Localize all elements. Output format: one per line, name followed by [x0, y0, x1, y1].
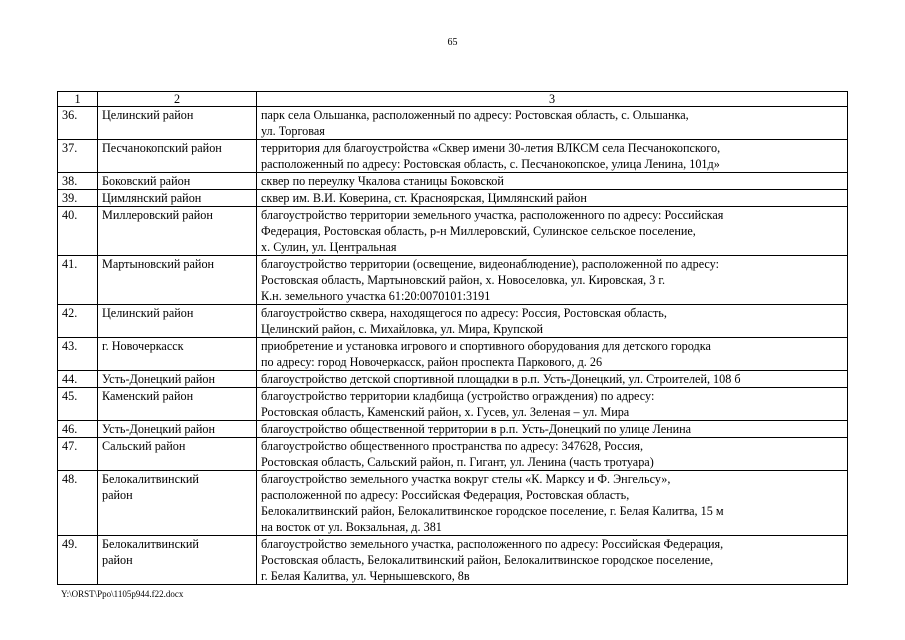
description-cell: [257, 107, 848, 140]
table-row: [58, 338, 848, 371]
table-row: [58, 107, 848, 140]
description-line: благоустройство земельного участка, расположенного по адресу: Российская Федерация,: [261, 537, 724, 551]
district-cell: [98, 190, 257, 207]
description-line: К.н. земельного участка 61:20:0070101:3191: [261, 289, 491, 303]
header-col-1: 1: [58, 92, 98, 107]
table-row: [58, 305, 848, 338]
district-line: Усть-Донецкий район: [102, 372, 216, 386]
description-line: ул. Торговая: [261, 124, 325, 138]
description-line: Ростовская область, Каменский район, х. Гусев, ул. Зеленая – ул. Мира: [261, 405, 630, 419]
row-number: 41.: [58, 256, 98, 305]
district-line: Белокалитвинский: [102, 472, 199, 486]
description-line: расположенный по адресу: Ростовская область, с. Песчанокопское, улица Ленина, 101д»: [261, 157, 720, 171]
table-row: [58, 536, 848, 585]
description-line: Ростовская область, Белокалитвинский район, Белокалитвинское городское поселение,: [261, 553, 714, 567]
description-cell: [257, 536, 848, 585]
description-cell: [257, 140, 848, 173]
description-line: сквер им. В.И. Коверина, ст. Красноярская, Цимлянский район: [261, 191, 587, 205]
table-row: [58, 140, 848, 173]
table-row: [58, 173, 848, 190]
row-number: 44.: [58, 371, 98, 388]
description-cell: [257, 207, 848, 256]
district-cell: [98, 471, 257, 536]
district-line: Песчанокопский район: [102, 141, 222, 155]
district-cell: [98, 371, 257, 388]
table-row: [58, 207, 848, 256]
district-line: Миллеровский район: [102, 208, 213, 222]
district-cell: [98, 207, 257, 256]
description-cell: [257, 388, 848, 421]
table-row: [58, 421, 848, 438]
table-row: [58, 388, 848, 421]
description-line: Белокалитвинский район, Белокалитвинское городское поселение, г. Белая Калитва, 15 м: [261, 504, 724, 518]
description-line: благоустройство земельного участка вокруг стелы «К. Марксу и Ф. Энгельсу»,: [261, 472, 671, 486]
description-line: благоустройство детской спортивной площадки в р.п. Усть-Донецкий, ул. Строителей, 108 б: [261, 372, 741, 386]
description-line: Ростовская область, Сальский район, п. Гигант, ул. Ленина (часть тротуара): [261, 455, 654, 469]
description-line: благоустройство общественной территории в р.п. Усть-Донецкий по улице Ленина: [261, 422, 692, 436]
description-cell: [257, 256, 848, 305]
description-line: х. Сулин, ул. Центральная: [261, 240, 397, 254]
district-cell: [98, 536, 257, 585]
district-line: Мартыновский район: [102, 257, 215, 271]
description-line: территория для благоустройства «Сквер имени 30-летия ВЛКСМ села Песчанокопского,: [261, 141, 721, 155]
page-number: 65: [447, 37, 458, 48]
table-row: [58, 256, 848, 305]
row-number: 47.: [58, 438, 98, 471]
row-number: 38.: [58, 173, 98, 190]
district-line: Усть-Донецкий район: [102, 422, 216, 436]
district-line: Белокалитвинский: [102, 537, 199, 551]
description-cell: [257, 471, 848, 536]
description-line: благоустройство сквера, находящегося по адресу: Россия, Ростовская область,: [261, 306, 667, 320]
district-line: Целинский район: [102, 108, 194, 122]
description-line: благоустройство территории (освещение, видеонаблюдение), расположенной по адресу:: [261, 257, 719, 271]
description-line: на восток от ул. Вокзальная, д. 381: [261, 520, 442, 534]
district-cell: [98, 107, 257, 140]
description-line: расположенной по адресу: Российская Федерация, Ростовская область,: [261, 488, 630, 502]
row-number: 36.: [58, 107, 98, 140]
table-header-row: [58, 92, 848, 107]
district-line: Каменский район: [102, 389, 194, 403]
description-line: благоустройство общественного пространства по адресу: 347628, Россия,: [261, 439, 644, 453]
description-line: по адресу: город Новочеркасск, район проспекта Паркового, д. 26: [261, 355, 603, 369]
description-cell: [257, 421, 848, 438]
row-number: 40.: [58, 207, 98, 256]
description-cell: [257, 438, 848, 471]
header-col-3: 3: [257, 92, 848, 107]
description-line: г. Белая Калитва, ул. Чернышевского, 8в: [261, 569, 470, 583]
row-number: 37.: [58, 140, 98, 173]
file-path-footer: Y:\ORST\Ppo\1105p944.f22.docx: [61, 589, 184, 599]
header-col-2: 2: [98, 92, 257, 107]
district-cell: [98, 305, 257, 338]
table-row: [58, 190, 848, 207]
row-number: 46.: [58, 421, 98, 438]
table-row: [58, 371, 848, 388]
description-line: благоустройство территории земельного участка, расположенного по адресу: Российская: [261, 208, 724, 222]
district-cell: [98, 256, 257, 305]
row-number: 42.: [58, 305, 98, 338]
description-cell: [257, 190, 848, 207]
row-number: 39.: [58, 190, 98, 207]
district-cell: [98, 388, 257, 421]
table-row: [58, 438, 848, 471]
description-line: Целинский район, с. Михайловка, ул. Мира, Крупской: [261, 322, 544, 336]
table-row: [58, 471, 848, 536]
description-cell: [257, 305, 848, 338]
district-cell: [98, 140, 257, 173]
description-line: Федерация, Ростовская область, р-н Миллеровский, Сулинское сельское поселение,: [261, 224, 696, 238]
description-line: парк села Ольшанка, расположенный по адресу: Ростовская область, с. Ольшанка,: [261, 108, 689, 122]
district-cell: [98, 173, 257, 190]
row-number: 43.: [58, 338, 98, 371]
description-line: сквер по переулку Чкалова станицы Боковской: [261, 174, 504, 188]
district-cell: [98, 338, 257, 371]
description-cell: [257, 371, 848, 388]
description-line: благоустройство территории кладбища (устройство ограждения) по адресу:: [261, 389, 655, 403]
description-cell: [257, 173, 848, 190]
district-line: Цимлянский район: [102, 191, 202, 205]
row-number: 48.: [58, 471, 98, 536]
row-number: 49.: [58, 536, 98, 585]
district-line: Целинский район: [102, 306, 194, 320]
district-line: Боковский район: [102, 174, 191, 188]
district-line: район: [102, 488, 133, 502]
description-line: приобретение и установка игрового и спортивного оборудования для детского городка: [261, 339, 711, 353]
district-cell: [98, 421, 257, 438]
district-line: г. Новочеркасск: [102, 339, 184, 353]
district-cell: [98, 438, 257, 471]
description-cell: [257, 338, 848, 371]
district-line: Сальский район: [102, 439, 186, 453]
description-line: Ростовская область, Мартыновский район, х. Новоселовка, ул. Кировская, 3 г.: [261, 273, 666, 287]
district-line: район: [102, 553, 133, 567]
row-number: 45.: [58, 388, 98, 421]
projects-table: [57, 91, 848, 585]
